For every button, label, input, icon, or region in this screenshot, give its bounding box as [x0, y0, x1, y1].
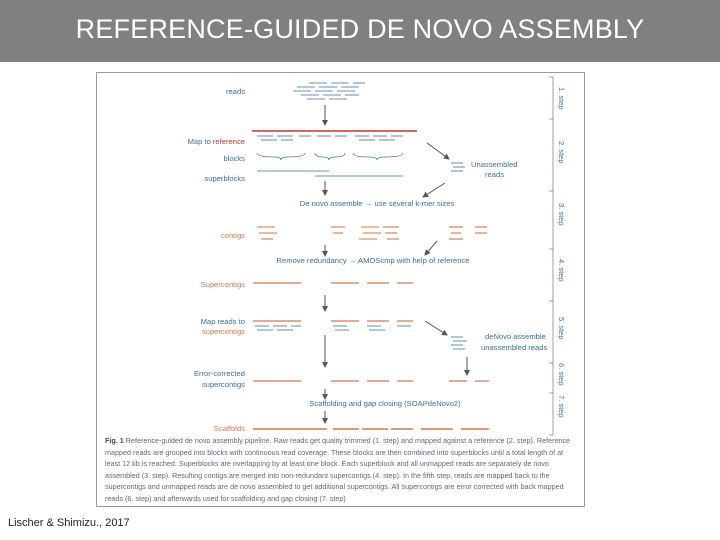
citation: Lischer & Shimizu., 2017: [8, 517, 130, 529]
label-supercontigs: Supercontigs: [200, 280, 245, 289]
step-1: 1. step: [557, 87, 566, 110]
label-scaffolding: Scaffolding and gap closing (SOAPdeNovo2): [309, 399, 461, 408]
figure-caption: [105, 435, 575, 504]
pipeline-figure: [96, 72, 585, 507]
step-6: 6. step: [557, 363, 566, 386]
label-map-reads-1: Map reads to: [200, 317, 245, 326]
label-superblocks: superblocks: [204, 174, 245, 183]
label-denovo2-2: unassembled reads: [481, 343, 548, 352]
unassembled-reads: [451, 163, 465, 171]
mapped-reads: [257, 136, 403, 140]
contig-lines: [257, 227, 487, 239]
label-map-to-reference: [188, 137, 245, 146]
reads-lines: [293, 83, 365, 99]
arrow-to-denovo2: [425, 321, 447, 335]
label-map-reads-2: supercontigs: [201, 327, 245, 336]
label-contigs: contigs: [220, 231, 245, 240]
arrow-contigs-to-redundancy: [425, 241, 437, 255]
arrow-unassembled: [427, 143, 449, 159]
step-brackets: [549, 77, 553, 435]
step-7: 7. step: [557, 395, 566, 418]
label-error-corrected-2: supercontigs: [201, 380, 245, 389]
label-denovo2-1: deNovo assemble: [485, 332, 546, 341]
label-map-reference: reference: [212, 137, 245, 146]
step-5: 5. step: [557, 317, 566, 340]
step-labels: [557, 87, 566, 418]
label-error-corrected-1: Error-corrected: [193, 369, 245, 378]
step-2: 2. step: [557, 141, 566, 164]
caption-fig-label: Fig. 1: [105, 436, 124, 445]
slide-title: REFERENCE-GUIDED DE NOVO ASSEMBLY: [75, 14, 645, 44]
title-bar: [0, 0, 720, 62]
backmapped-reads: [255, 326, 411, 330]
arrow-unassembled-to-denovo: [423, 183, 445, 197]
label-unassembled-2: reads: [485, 170, 504, 179]
label-map-prefix: Map to: [187, 137, 213, 146]
label-blocks: blocks: [223, 154, 245, 163]
step-4: 4. step: [557, 259, 566, 282]
caption-text: Reference-guided de novo assembly pipeline. Raw reads get quality trimmed (1. step) and mapped against a reference (2. step). Reference mapped reads are grouped into blocks with continuous read coverage. These blocks are then combined into superblocks until a total length of at least 12 kb is reached. Superblocks are overlapping by at least one block. Each superblock and all unmapped reads are separately de novo assembled (3. step). Resulting contigs are merged into non-redundant supercontigs (4. step). In the fifth step, reads are mapped back to the supercontigs and unmapped reads are de novo assembled to get additional supercontigs. All supercontigs are error corrected with back mapped reads (6. step) and afterwards used for scaffolding and gap closing (7. step): [105, 436, 571, 503]
step-3: 3. step: [557, 203, 566, 226]
label-reads: reads: [226, 87, 245, 96]
superblock-lines: [257, 171, 403, 176]
label-scaffolds: Scaffolds: [213, 424, 245, 433]
label-denovo-assemble: De novo assemble → use several k-mer sizes: [299, 199, 455, 208]
unassembled-reads-2: [451, 337, 467, 349]
label-remove-redundancy: Remove redundancy → AMOScmp with help of reference: [276, 256, 470, 265]
block-braces: [257, 153, 403, 160]
label-unassembled-1: Unassembled: [471, 160, 518, 169]
